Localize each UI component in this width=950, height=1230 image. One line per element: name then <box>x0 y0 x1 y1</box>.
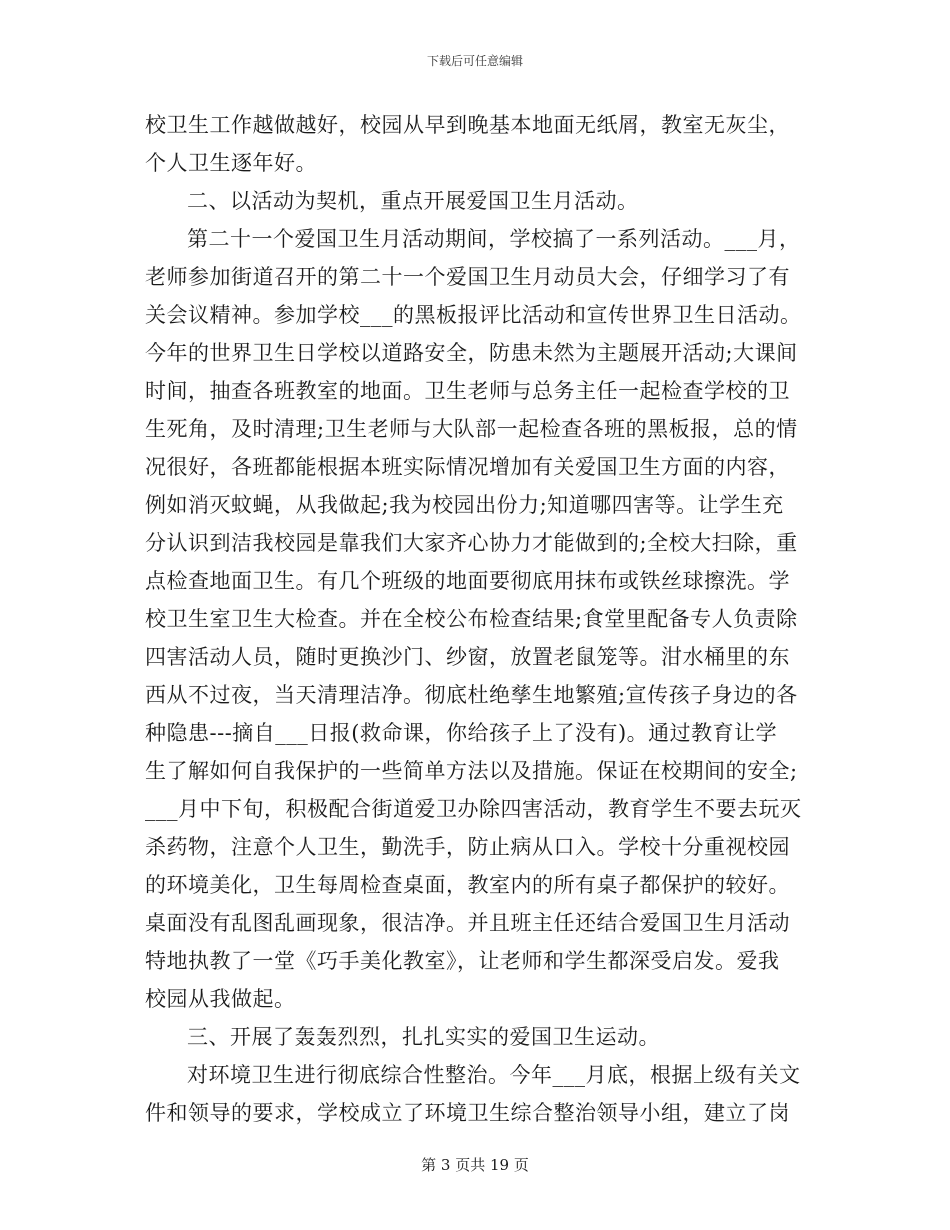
text-line: 生了解如何自我保护的一些简单方法以及措施。保证在校期间的安全; <box>145 759 798 783</box>
text-line: 今年的世界卫生日学校以道路安全，防患未然为主题展开活动;大课间 <box>145 341 798 365</box>
text-line: 校卫生室卫生大检查。并在全校公布检查结果;食堂里配备专人负责除 <box>145 607 798 631</box>
text-line: 第二十一个爱国卫生月活动期间，学校搞了一系列活动。___月， <box>187 227 801 251</box>
page-header: 下载后可任意编辑 <box>426 54 523 68</box>
text-line: 校卫生工作越做越好，校园从早到晚基本地面无纸屑，教室无灰尘， <box>145 113 790 137</box>
text-line: 对环境卫生进行彻底综合性整治。今年___月底，根据上级有关文 <box>187 1063 801 1087</box>
text-line: 的环境美化，卫生每周检查桌面，教室内的所有桌子都保护的较好。 <box>145 873 790 897</box>
text-line: ___月中下旬，积极配合街道爱卫办除四害活动，教育学生不要去玩灭 <box>145 797 802 821</box>
document-body <box>145 106 810 1132</box>
text-line: 时间，抽查各班教室的地面。卫生老师与总务主任一起检查学校的卫 <box>145 379 790 403</box>
text-line: 例如消灭蚊蝇，从我做起;我为校园出份力;知道哪四害等。让学生充 <box>145 493 784 517</box>
text-line: 桌面没有乱图乱画现象，很洁净。并且班主任还结合爱国卫生月活动 <box>145 911 790 935</box>
text-line: 种隐患---摘自___日报(救命课，你给孩子上了没有)。通过教育让学 <box>145 721 778 745</box>
text-line: 分认识到洁我校园是靠我们大家齐心协力才能做到的;全校大扫除，重 <box>145 531 798 555</box>
text-line: 杀药物，注意个人卫生，勤洗手，防止病从口入。学校十分重视校园 <box>145 835 790 859</box>
text-line: 老师参加街道召开的第二十一个爱国卫生月动员大会，仔细学习了有 <box>145 265 790 289</box>
text-line: 件和领导的要求，学校成立了环境卫生综合整治领导小组，建立了岗 <box>145 1101 790 1125</box>
text-line: 生死角，及时清理;卫生老师与大队部一起检查各班的黑板报，总的情 <box>145 417 798 441</box>
text-line: 特地执教了一堂《巧手美化教室》，让老师和学生都深受启发。爱我 <box>145 949 780 973</box>
text-line: 西从不过夜，当天清理洁净。彻底杜绝孳生地繁殖;宣传孩子身边的各 <box>145 683 798 707</box>
text-line: 校园从我做起。 <box>145 987 296 1011</box>
text-line: 况很好，各班都能根据本班实际情况增加有关爱国卫生方面的内容， <box>145 455 790 479</box>
text-line: 个人卫生逐年好。 <box>145 151 317 175</box>
section-heading: 二、以活动为契机，重点开展爱国卫生月活动。 <box>187 189 639 213</box>
text-line: 关会议精神。参加学校___的黑板报评比活动和宣传世界卫生日活动。 <box>145 303 802 327</box>
page-number: 第 3 页共 19 页 <box>421 1156 529 1174</box>
section-heading: 三、开展了轰轰烈烈，扎扎实实的爱国卫生运动。 <box>187 1025 660 1049</box>
text-line: 点检查地面卫生。有几个班级的地面要彻底用抹布或铁丝球擦洗。学 <box>145 569 790 593</box>
text-line: 四害活动人员，随时更换沙门、纱窗，放置老鼠笼等。泔水桶里的东 <box>145 645 790 669</box>
